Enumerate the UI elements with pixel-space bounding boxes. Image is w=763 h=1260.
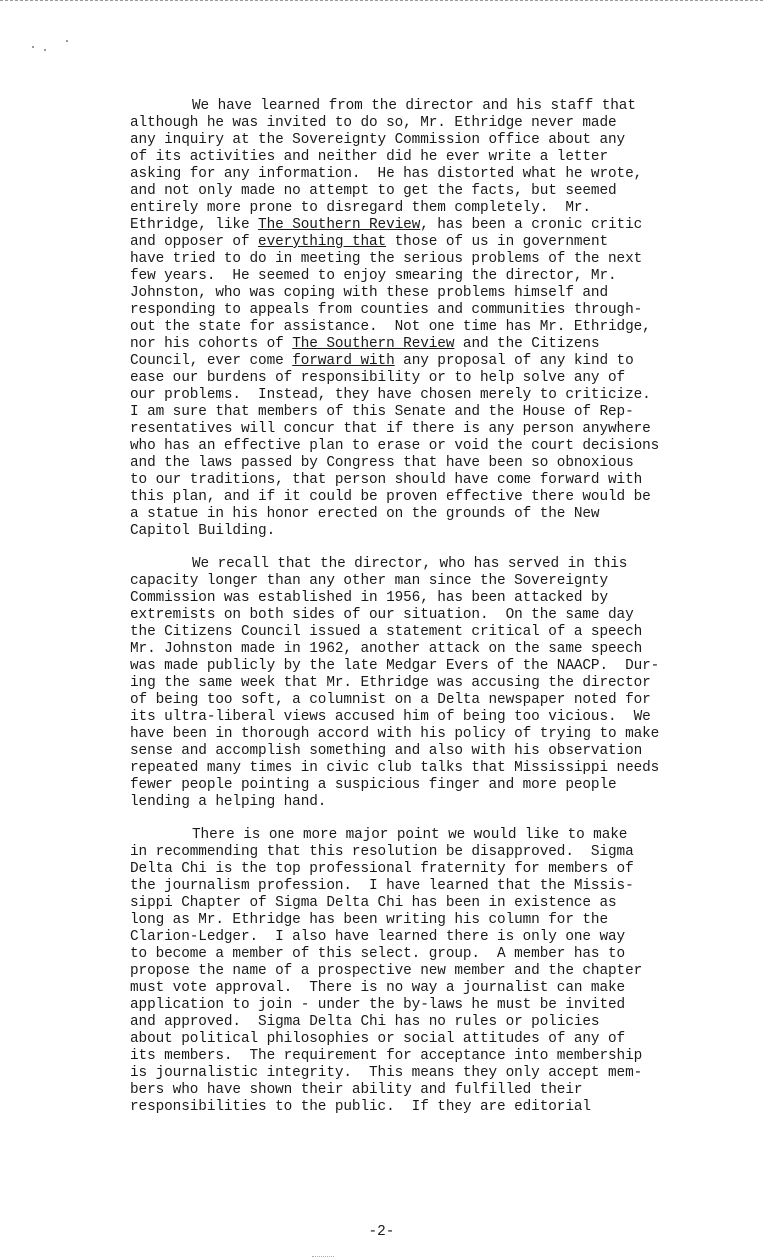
line-text: in recommending that this resolution be disapproved. Sigma xyxy=(130,844,634,860)
line-text: propose the name of a prospective new member and the chapter xyxy=(130,963,643,979)
paragraph xyxy=(130,827,750,1116)
line-text: and the laws passed by Congress that have been so obnoxious xyxy=(130,455,634,471)
line-text: application to join - under the by-laws he must be invited xyxy=(130,997,626,1013)
line-text: the journalism profession. I have learned that the Missis- xyxy=(130,878,634,894)
line-text: those of us in government xyxy=(386,234,609,250)
line-text: bers who have shown their ability and fulfilled their xyxy=(130,1082,583,1098)
line-text: must vote approval. There is no way a journalist can make xyxy=(130,980,626,996)
line-text: and the Citizens xyxy=(454,336,600,352)
text-line xyxy=(130,1099,750,1116)
text-line xyxy=(130,302,750,319)
text-line xyxy=(130,929,750,946)
text-line xyxy=(130,421,750,438)
line-text: Ethridge, like xyxy=(130,217,259,233)
text-line xyxy=(130,1048,750,1065)
text-line xyxy=(130,268,750,285)
line-text: of being too soft, a columnist on a Delta newspaper noted for xyxy=(130,692,651,708)
line-text: entirely more prone to disregard them completely. Mr. xyxy=(130,200,591,216)
text-line xyxy=(130,692,750,709)
text-line xyxy=(130,946,750,963)
text-line xyxy=(130,353,750,370)
line-text: Delta Chi is the top professional fraternity for members of xyxy=(130,861,634,877)
line-text: sense and accomplish something and also with his observation xyxy=(130,743,643,759)
line-text: sippi Chapter of Sigma Delta Chi has been in existence as xyxy=(130,895,617,911)
scan-mark xyxy=(312,1256,334,1257)
text-line xyxy=(130,794,750,811)
text-line xyxy=(130,827,750,844)
text-line xyxy=(130,1082,750,1099)
scan-specks xyxy=(30,38,80,52)
text-line xyxy=(130,489,750,506)
text-line xyxy=(130,370,750,387)
text-line xyxy=(130,658,750,675)
line-text: was made publicly by the late Medgar Evers of the NAACP. Dur- xyxy=(130,658,660,674)
text-line xyxy=(130,319,750,336)
text-line xyxy=(130,844,750,861)
text-line xyxy=(130,1031,750,1048)
text-line xyxy=(130,980,750,997)
text-line xyxy=(130,726,750,743)
line-text: a statue in his honor erected on the grounds of the New xyxy=(130,506,600,522)
line-text: Council, ever come xyxy=(130,353,293,369)
underlined-text: The Southern Review xyxy=(292,336,455,352)
text-line xyxy=(130,709,750,726)
underlined-text: everything that xyxy=(258,234,387,250)
line-text: responsibilities to the public. If they are editorial xyxy=(130,1099,591,1115)
text-line xyxy=(130,523,750,540)
text-line xyxy=(130,997,750,1014)
line-text: our problems. Instead, they have chosen merely to criticize. xyxy=(130,387,651,403)
text-line xyxy=(130,183,750,200)
line-text: and approved. Sigma Delta Chi has no rules or policies xyxy=(130,1014,600,1030)
line-text: who has an effective plan to erase or void the court decisions xyxy=(130,438,660,454)
line-text: to our traditions, that person should have come forward with xyxy=(130,472,643,488)
text-line xyxy=(130,607,750,624)
line-text: have tried to do in meeting the serious problems of the next xyxy=(130,251,643,267)
text-line xyxy=(130,234,750,251)
line-text: There is one more major point we would like to make xyxy=(192,827,628,843)
text-line xyxy=(130,98,750,115)
text-line xyxy=(130,387,750,404)
line-text: few years. He seemed to enjoy smearing the director, Mr. xyxy=(130,268,617,284)
line-text: ease our burdens of responsibility or to help solve any of xyxy=(130,370,626,386)
text-line xyxy=(130,963,750,980)
text-line xyxy=(130,438,750,455)
text-line xyxy=(130,132,750,149)
line-text: asking for any information. He has distorted what he wrote, xyxy=(130,166,643,182)
line-text: to become a member of this select. group. A member has to xyxy=(130,946,626,962)
line-text: Johnston, who was coping with these problems himself and xyxy=(130,285,609,301)
text-line xyxy=(130,472,750,489)
line-text: and opposer of xyxy=(130,234,259,250)
text-line xyxy=(130,404,750,421)
text-line xyxy=(130,590,750,607)
line-text: any inquiry at the Sovereignty Commission office about any xyxy=(130,132,626,148)
line-text: Capitol Building. xyxy=(130,523,276,539)
line-text: , has been a cronic critic xyxy=(420,217,643,233)
paragraph xyxy=(130,556,750,811)
line-text: lending a helping hand. xyxy=(130,794,327,810)
text-line xyxy=(130,760,750,777)
line-text: resentatives will concur that if there is any person anywhere xyxy=(130,421,651,437)
text-line xyxy=(130,506,750,523)
text-line xyxy=(130,777,750,794)
line-text: is journalistic integrity. This means they only accept mem- xyxy=(130,1065,643,1081)
line-text: ing the same week that Mr. Ethridge was accusing the director xyxy=(130,675,651,691)
text-line xyxy=(130,200,750,217)
text-line xyxy=(130,336,750,353)
underlined-text: The Southern Review xyxy=(258,217,421,233)
text-line xyxy=(130,878,750,895)
text-line xyxy=(130,743,750,760)
line-text: although he was invited to do so, Mr. Ethridge never made xyxy=(130,115,617,131)
text-line xyxy=(130,115,750,132)
line-text: nor his cohorts of xyxy=(130,336,293,352)
line-text: this plan, and if it could be proven effective there would be xyxy=(130,489,651,505)
text-line xyxy=(130,895,750,912)
text-line xyxy=(130,556,750,573)
line-text: We recall that the director, who has served in this xyxy=(192,556,628,572)
line-text: the Citizens Council issued a statement critical of a speech xyxy=(130,624,643,640)
page-number: -2- xyxy=(368,1224,395,1240)
text-line xyxy=(130,1014,750,1031)
text-line xyxy=(130,149,750,166)
line-text: We have learned from the director and his staff that xyxy=(192,98,636,114)
line-text: have been in thorough accord with his policy of trying to make xyxy=(130,726,660,742)
underlined-text: forward with xyxy=(292,353,395,369)
line-text: about political philosophies or social attitudes of any of xyxy=(130,1031,626,1047)
line-text: I am sure that members of this Senate and the House of Rep- xyxy=(130,404,634,420)
text-line xyxy=(130,912,750,929)
line-text: its ultra-liberal views accused him of being too vicious. We xyxy=(130,709,651,725)
text-line xyxy=(130,573,750,590)
text-line xyxy=(130,455,750,472)
text-line xyxy=(130,1065,750,1082)
line-text: fewer people pointing a suspicious finger and more people xyxy=(130,777,617,793)
text-line xyxy=(130,624,750,641)
line-text: and not only made no attempt to get the facts, but seemed xyxy=(130,183,617,199)
line-text: responding to appeals from counties and communities through- xyxy=(130,302,643,318)
text-line xyxy=(130,166,750,183)
line-text: of its activities and neither did he ever write a letter xyxy=(130,149,609,165)
line-text: extremists on both sides of our situation. On the same day xyxy=(130,607,634,623)
line-text: Mr. Johnston made in 1962, another attack on the same speech xyxy=(130,641,643,657)
text-line xyxy=(130,251,750,268)
text-line xyxy=(130,285,750,302)
page-top-border xyxy=(0,0,763,1)
document-body xyxy=(130,98,750,1132)
line-text: out the state for assistance. Not one time has Mr. Ethridge, xyxy=(130,319,651,335)
line-text: long as Mr. Ethridge has been writing his column for the xyxy=(130,912,609,928)
text-line xyxy=(130,217,750,234)
text-line xyxy=(130,861,750,878)
line-text: its members. The requirement for acceptance into membership xyxy=(130,1048,643,1064)
paragraph xyxy=(130,98,750,540)
text-line xyxy=(130,675,750,692)
line-text: capacity longer than any other man since the Sovereignty xyxy=(130,573,609,589)
text-line xyxy=(130,641,750,658)
line-text: any proposal of any kind to xyxy=(394,353,634,369)
line-text: Commission was established in 1956, has been attacked by xyxy=(130,590,609,606)
line-text: Clarion-Ledger. I also have learned there is only one way xyxy=(130,929,626,945)
line-text: repeated many times in civic club talks that Mississippi needs xyxy=(130,760,660,776)
